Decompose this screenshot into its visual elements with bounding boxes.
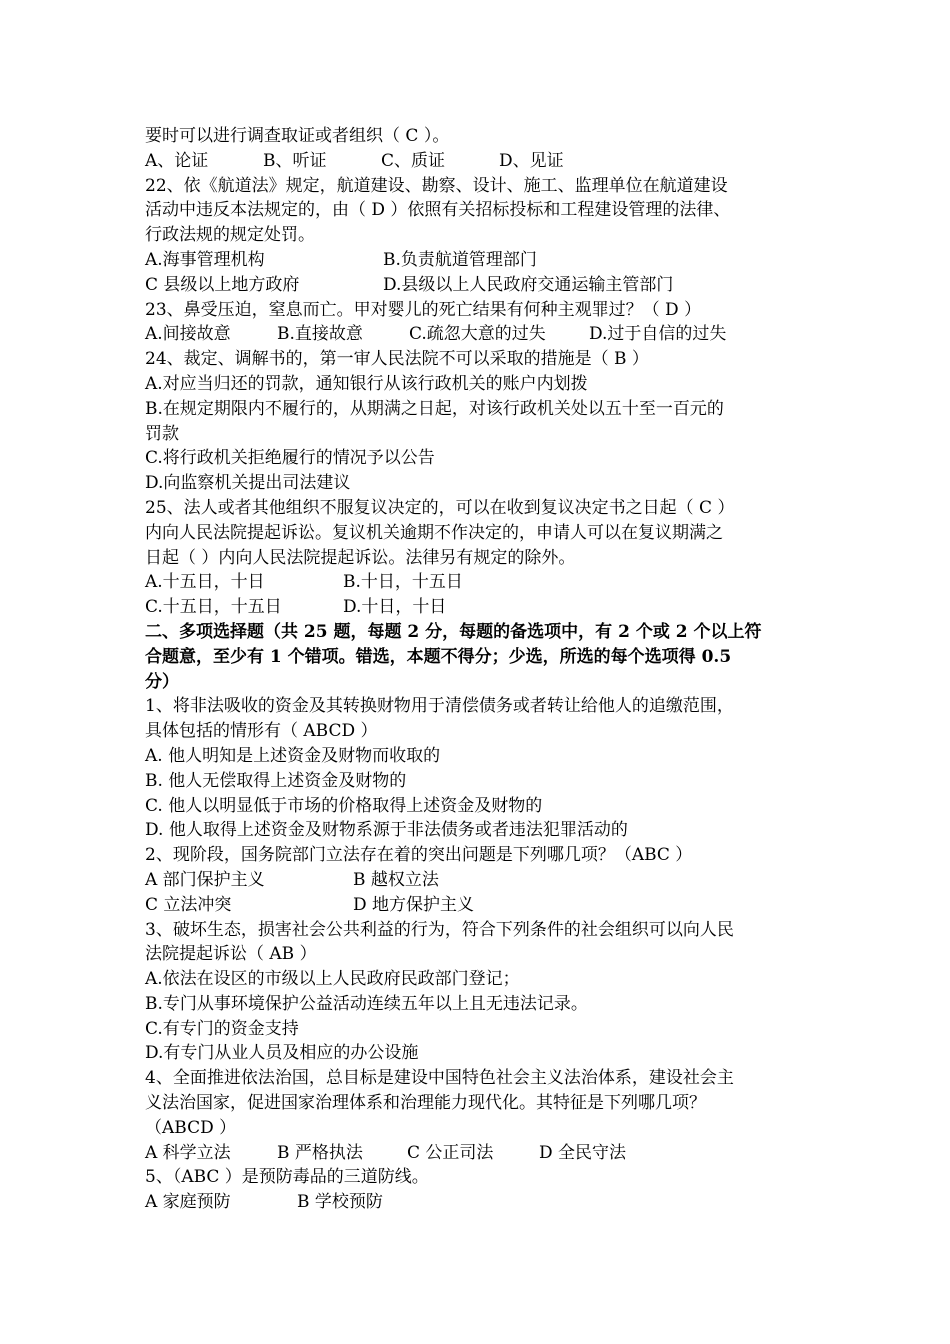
q24-option-a: A.对应当归还的罚款，通知银行从该行政机关的账户内划拨 [145, 373, 588, 394]
m1-option-b: B. 他人无偿取得上述资金及财物的 [145, 770, 407, 791]
m4-option-b: B 严格执法 [277, 1142, 363, 1163]
q24-option-d: D.向监察机关提出司法建议 [145, 473, 351, 494]
q25-line-3: 日起（ ）内向人民法院提起诉讼。法律另有规定的除外。 [145, 547, 576, 568]
q25-options-row-1 [145, 570, 815, 595]
m3-option-b: B.专门从事环境保护公益活动连续五年以上且无违法记录。 [145, 993, 588, 1014]
q25-line-2: 内向人民法院提起诉讼。复议机关逾期不作决定的，申请人可以在复议期满之 [145, 522, 723, 543]
q25-line-1: 25、法人或者其他组织不服复议决定的，可以在收到复议决定书之日起（ C ） [145, 497, 735, 518]
q25-options-row-2 [145, 595, 815, 620]
q21-option-b: B、听证 [263, 150, 327, 171]
q24-option-b-line-1: B.在规定期限内不履行的，从期满之日起，对该行政机关处以五十至一百元的 [145, 398, 724, 419]
q25-option-b: B.十日，十五日 [343, 572, 463, 593]
m4-line-1: 4、全面推进依法治国，总目标是建设中国特色社会主义法治体系，建设社会主 [145, 1068, 734, 1089]
m2-text: 2、现阶段，国务院部门立法存在着的突出问题是下列哪几项？（ABC ） [145, 845, 693, 866]
m2-options-row-2 [145, 893, 815, 918]
m1-option-d: D. 他人取得上述资金及财物系源于非法债务或者违法犯罪活动的 [145, 820, 628, 841]
m3-line-1: 3、破坏生态，损害社会公共利益的行为，符合下列条件的社会组织可以向人民 [145, 919, 734, 940]
m2-option-b: B 越权立法 [353, 869, 439, 890]
q21-tail: 要时可以进行调查取证或者组织（ C ）。 [145, 126, 450, 146]
m2-option-a: A 部门保护主义 [145, 869, 265, 890]
q21-option-a: A、论证 [145, 150, 209, 171]
m4-option-c: C 公正司法 [407, 1142, 494, 1163]
q22-line-3: 行政法规的规定处罚。 [145, 225, 315, 246]
m1-option-a: A. 他人明知是上述资金及财物而收取的 [145, 745, 441, 766]
q21-options [145, 149, 815, 174]
q25-option-d: D.十日，十日 [343, 597, 447, 618]
m2-option-c: C 立法冲突 [145, 894, 232, 915]
q23-option-c: C.疏忽大意的过失 [409, 324, 546, 345]
m4-option-d: D 全民守法 [539, 1142, 627, 1163]
m3-option-a: A.依法在设区的市级以上人民政府民政部门登记； [145, 969, 520, 990]
m5-text: 5、（ABC ）是预防毒品的三道防线。 [145, 1167, 429, 1188]
m2-option-d: D 地方保护主义 [353, 894, 475, 915]
m4-option-a: A 科学立法 [145, 1142, 231, 1163]
q24-option-b-line-2: 罚款 [145, 423, 179, 444]
m5-options-row-1 [145, 1190, 815, 1215]
q22-option-a: A.海事管理机构 [145, 249, 265, 270]
section2-heading-line-1: 二、多项选择题（共 25 题，每题 2 分，每题的备选项中，有 2 个或 2 个以上符 [145, 621, 762, 642]
m2-options-row-1 [145, 868, 815, 893]
q23-option-a: A.间接故意 [145, 324, 231, 345]
q22-option-c: C 县级以上地方政府 [145, 274, 300, 295]
q23-option-b: B.直接故意 [277, 324, 363, 345]
q22-options-row-1 [145, 248, 815, 273]
m5-option-a: A 家庭预防 [145, 1192, 231, 1213]
m5-option-b: B 学校预防 [297, 1192, 383, 1213]
m3-option-d: D.有专门从业人员及相应的办公设施 [145, 1043, 419, 1064]
q25-option-c: C.十五日，十五日 [145, 597, 282, 618]
q22-line-1: 22、依《航道法》规定，航道建设、勘察、设计、施工、监理单位在航道建设 [145, 175, 728, 196]
m1-line-2: 具体包括的情形有（ ABCD ） [145, 721, 378, 742]
q23-options [145, 322, 815, 347]
section2-heading-line-3: 分） [145, 671, 179, 692]
q22-option-d: D.县级以上人民政府交通运输主管部门 [383, 274, 674, 295]
q23-option-d: D.过于自信的过失 [589, 324, 727, 345]
m4-line-3: （ABCD ） [145, 1117, 237, 1138]
document-page [145, 124, 815, 1215]
q22-options-row-2 [145, 273, 815, 298]
m3-line-2: 法院提起诉讼（ AB ） [145, 944, 317, 965]
q24-text: 24、裁定、调解书的，第一审人民法院不可以采取的措施是（ B ） [145, 349, 649, 370]
m1-line-1: 1、将非法吸收的资金及其转换财物用于清偿债务或者转让给他人的追缴范围， [145, 696, 734, 717]
m1-option-c: C. 他人以明显低于市场的价格取得上述资金及财物的 [145, 795, 543, 816]
q22-line-2: 活动中违反本法规定的，由（ D ）依照有关招标投标和工程建设管理的法律、 [145, 200, 731, 221]
q25-option-a: A.十五日，十日 [145, 572, 265, 593]
section2-heading-line-2: 合题意，至少有 1 个错项。错选，本题不得分；少选，所选的每个选项得 0.5 [145, 646, 732, 667]
q22-option-b: B.负责航道管理部门 [383, 249, 537, 270]
q21-option-d: D、见证 [499, 150, 564, 171]
m4-options [145, 1141, 815, 1166]
q24-option-c: C.将行政机关拒绝履行的情况予以公告 [145, 448, 435, 469]
q23-text: 23、鼻受压迫，窒息而亡。甲对婴儿的死亡结果有何种主观罪过？（ D ） [145, 299, 702, 320]
m4-line-2: 义法治国家，促进国家治理体系和治理能力现代化。其特征是下列哪几项？ [145, 1093, 706, 1114]
m3-option-c: C.有专门的资金支持 [145, 1018, 299, 1039]
q21-option-c: C、质证 [381, 150, 446, 171]
